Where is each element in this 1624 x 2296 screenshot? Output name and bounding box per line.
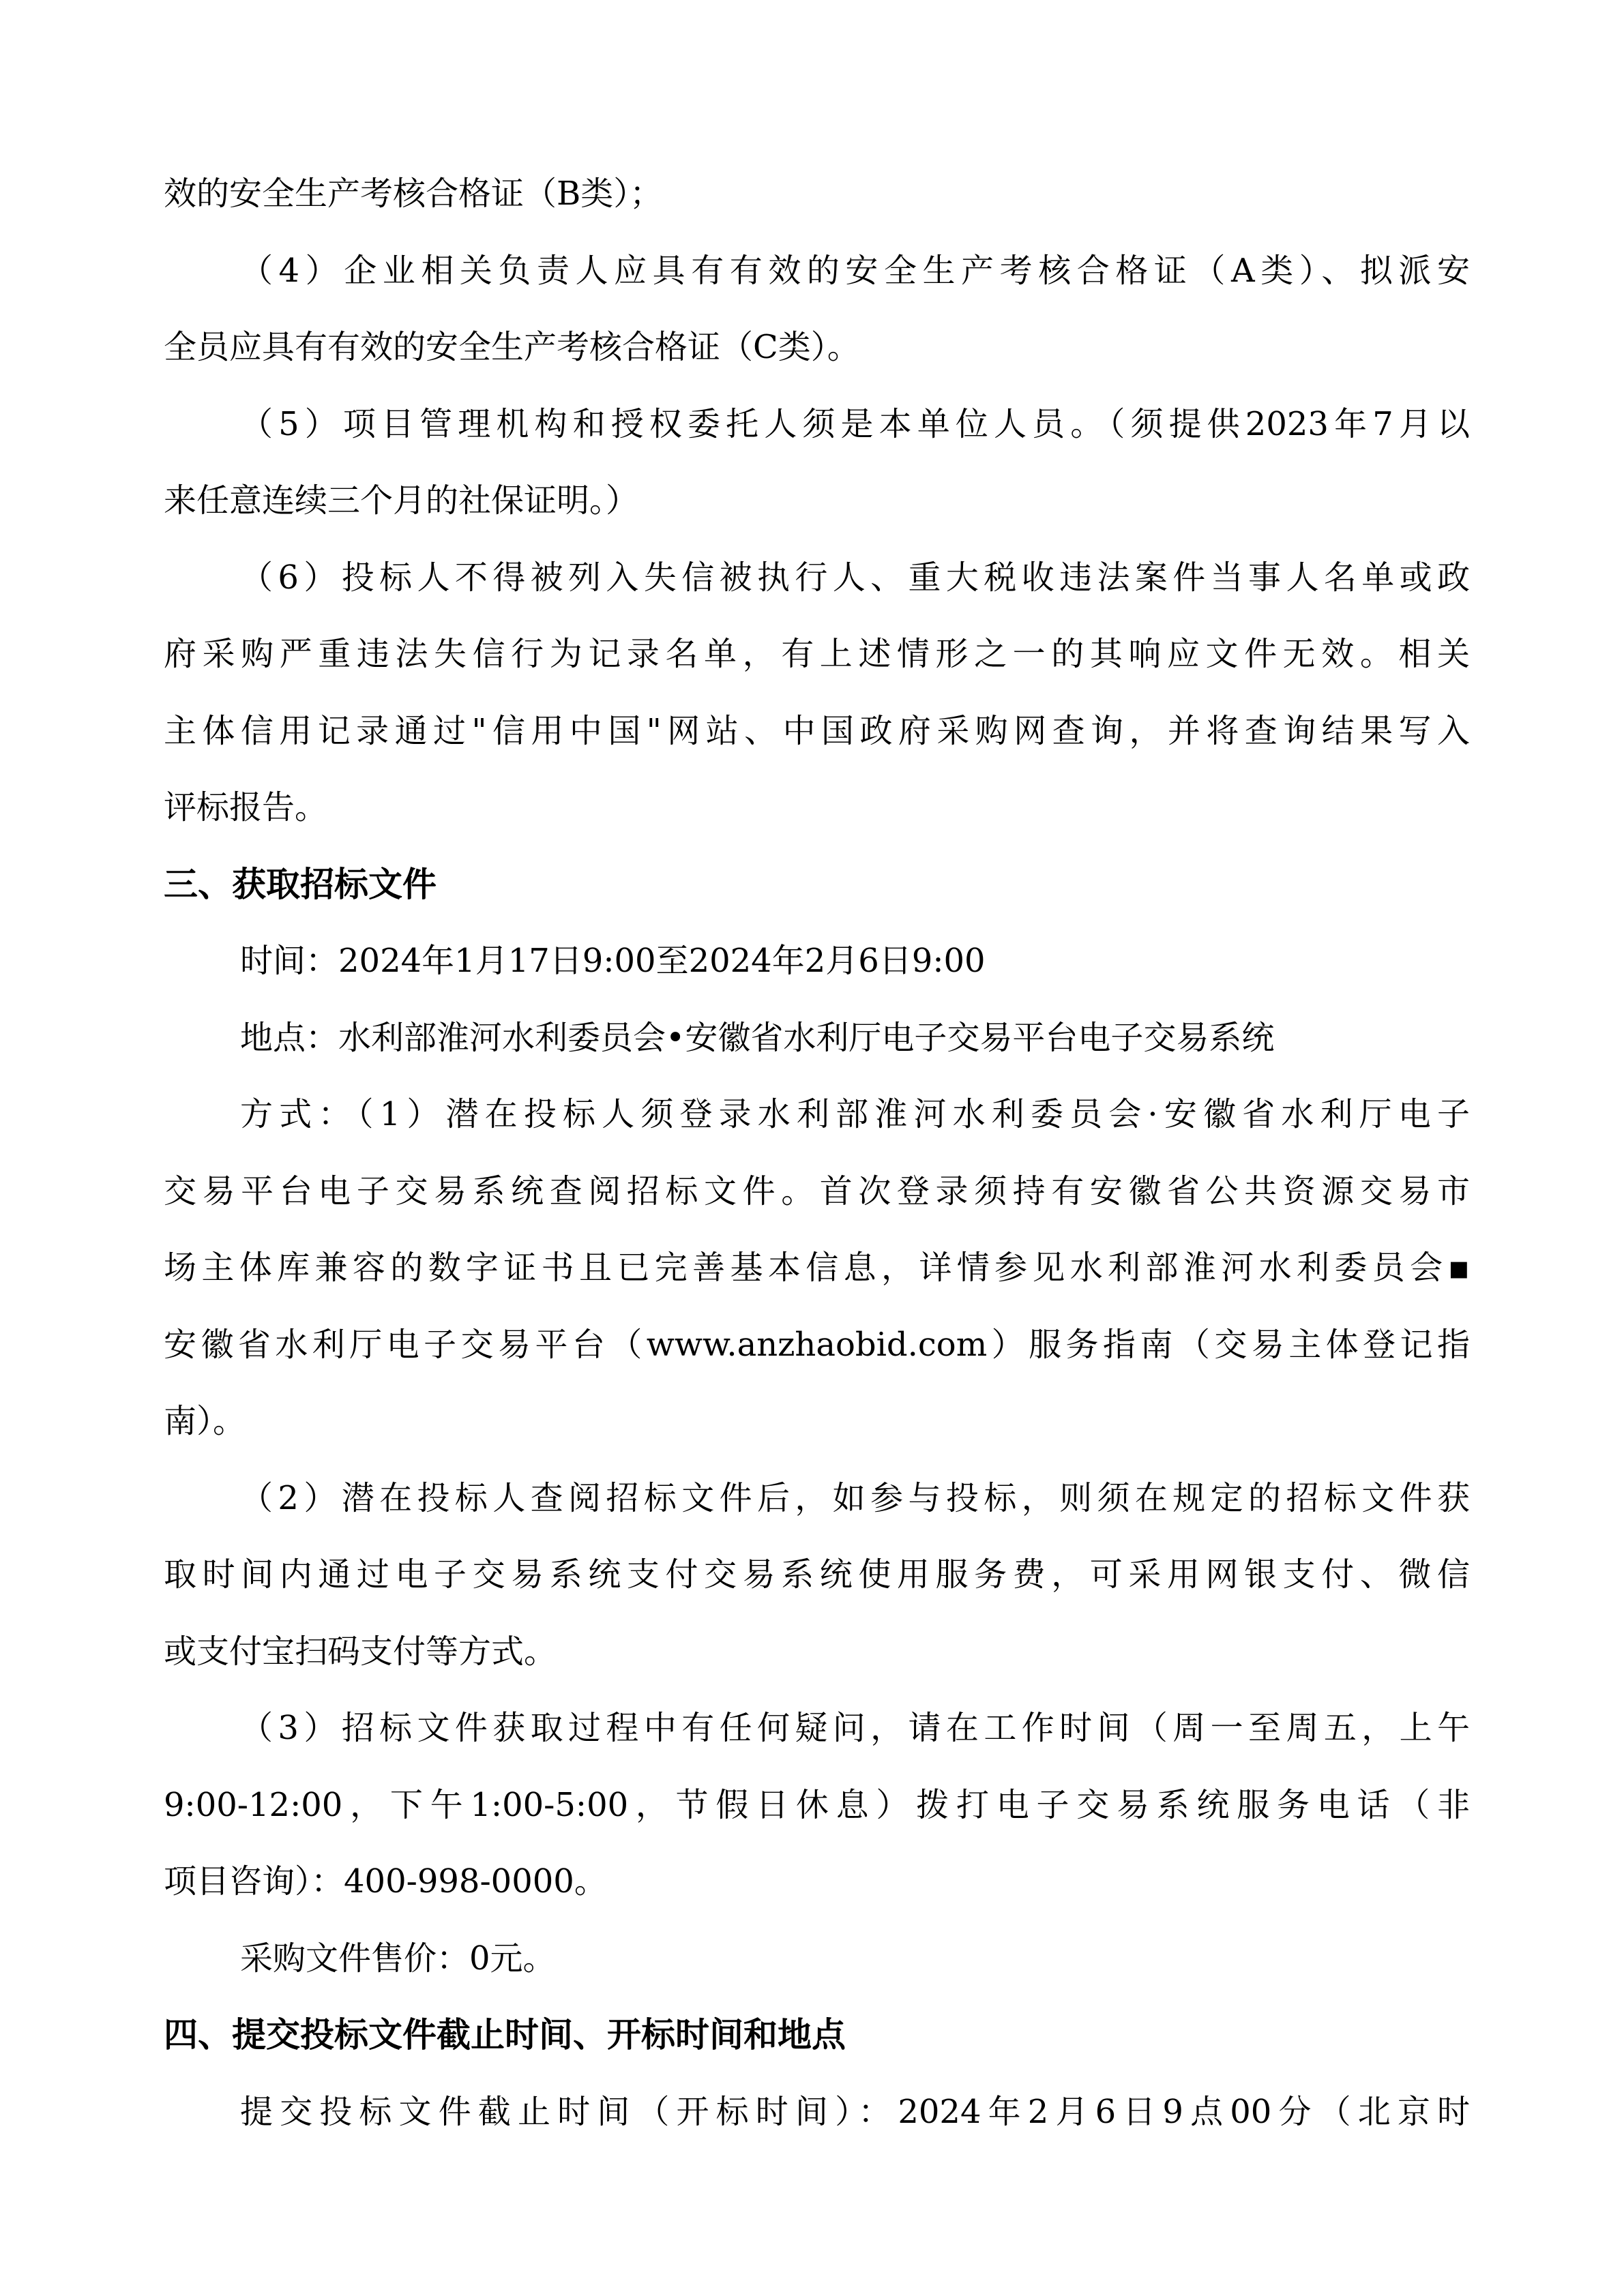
paragraph-line: 时间：2024年1月17日9:00至2024年2月6日9:00 [240,942,986,980]
paragraph-line: 交易平台电子交易系统查阅招标文件。首次登录须持有安徽省公共资源交易市 [164,1172,1470,1210]
section-heading: 四、提交投标文件截止时间、开标时间和地点 [164,2015,846,2055]
paragraph-line: 项目咨询）：400-998-0000。 [164,1862,607,1900]
paragraph-line: （4）企业相关负责人应具有有效的安全生产考核合格证（A类）、拟派安 [240,251,1470,290]
paragraph-line: 场主体库兼容的数字证书且已完善基本信息，详情参见水利部淮河水利委员会▪ [164,1249,1470,1287]
paragraph-line: 效的安全生产考核合格证（B类）； [164,175,663,213]
section-heading: 三、获取招标文件 [164,864,437,904]
paragraph-line: （5）项目管理机构和授权委托人须是本单位人员。（须提供2023年7月以 [240,404,1470,443]
paragraph-line: 9:00-12:00，下午1:00-5:00，节假日休息）拨打电子交易系统服务电话（非 [164,1785,1470,1824]
paragraph-line: 评标报告。 [164,788,328,826]
paragraph-line: 主体信用记录通过"信用中国"网站、中国政府采购网查询，并将查询结果写入 [164,711,1470,750]
paragraph-line: 府采购严重违法失信行为记录名单，有上述情形之一的其响应文件无效。相关 [164,635,1470,673]
paragraph-line: （3）招标文件获取过程中有任何疑问，请在工作时间（周一至周五，上午 [240,1709,1470,1747]
paragraph-line: 取时间内通过电子交易系统支付交易系统使用服务费，可采用网银支付、微信 [164,1555,1470,1594]
document-body [164,155,1470,2150]
paragraph-line: 方式：（1）潜在投标人须登录水利部淮河水利委员会·安徽省水利厅电子 [240,1095,1470,1133]
paragraph-line: 安徽省水利厅电子交易平台（www.anzhaobid.com）服务指南（交易主体登记指 [164,1325,1470,1364]
paragraph-line: 地点：水利部淮河水利委员会•安徽省水利厅电子交易平台电子交易系统 [240,1018,1275,1057]
paragraph-line: 来任意连续三个月的社保证明。） [164,481,639,520]
paragraph-line: （6）投标人不得被列入失信被执行人、重大税收违法案件当事人名单或政 [240,558,1470,597]
paragraph-line: （2）潜在投标人查阅招标文件后，如参与投标，则须在规定的招标文件获 [240,1478,1470,1517]
paragraph-line: 提交投标文件截止时间（开标时间）：2024年2月6日9点00分（北京时 [240,2092,1470,2131]
paragraph-line: 或支付宝扫码支付等方式。 [164,1632,557,1671]
paragraph-line: 全员应具有有效的安全生产考核合格证（C类）。 [164,328,860,366]
paragraph-line: 采购文件售价：0元。 [240,1939,556,1978]
paragraph-line: 南）。 [164,1402,246,1440]
